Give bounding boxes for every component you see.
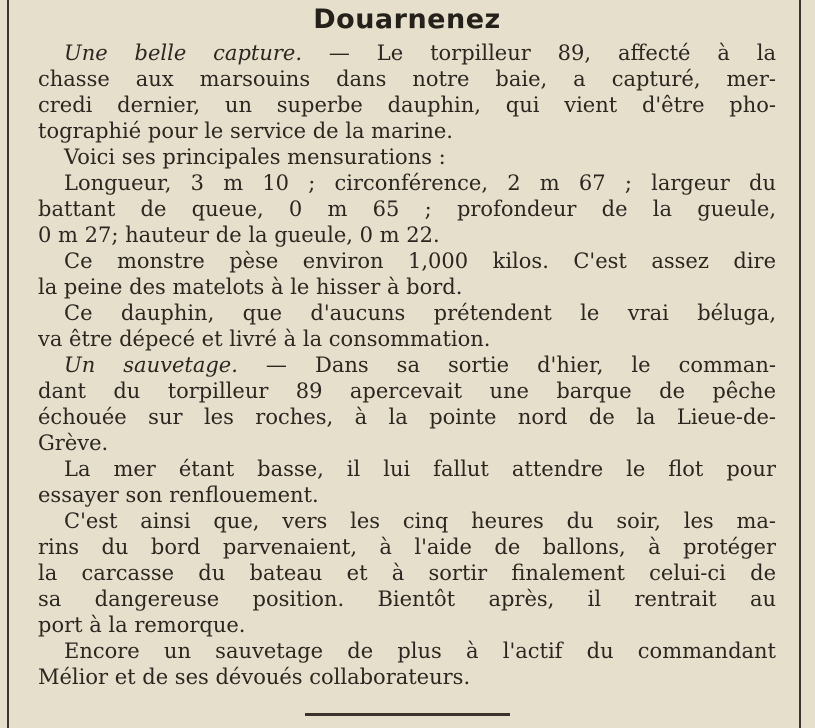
article-end-rule [305, 713, 510, 716]
paragraph-rescue [38, 352, 776, 456]
text-line: Grève. [38, 431, 109, 455]
text-line: chasse aux marsouins dans notre baie, a capturé, mer- [38, 67, 776, 91]
text-line: Mélior et de ses dévoués collaborateurs. [38, 665, 471, 689]
text-line: essayer son renflouement. [38, 483, 319, 507]
paragraph-measures [38, 170, 776, 248]
paragraph-refloat [38, 508, 776, 638]
text-line: échouée sur les roches, à la pointe nord de la Lieue-de- [38, 405, 776, 429]
column-rule-left [7, 0, 9, 728]
paragraph-measures-intro [38, 144, 776, 170]
text-line: port à la remorque. [38, 613, 246, 637]
section-lead-capture: Une belle capture. [64, 41, 303, 65]
text-line: la peine des matelots à le hisser à bord. [38, 275, 463, 299]
text-line: rins du bord parvenaient, à l'aide de ballons, à protéger [38, 535, 776, 559]
text-line: Un sauvetage. — Dans sa sortie d'hier, le comman- [64, 353, 776, 377]
text-line: C'est ainsi que, vers les cinq heures du soir, les ma- [64, 509, 776, 533]
news-article [38, 0, 776, 690]
article-title: Douarnenez [313, 4, 501, 35]
paragraph-weight [38, 248, 776, 300]
text-line: Encore un sauvetage de plus à l'actif du commandant [64, 639, 776, 663]
paragraph-closing [38, 638, 776, 690]
text-line: sa dangereuse position. Bientôt après, il rentrait au [38, 587, 776, 611]
paragraph-beluga [38, 300, 776, 352]
text-line: tographié pour le service de la marine. [38, 119, 453, 143]
paragraph-low-tide [38, 456, 776, 508]
text-line: Longueur, 3 m 10 ; circonférence, 2 m 67 ; largeur du [64, 171, 776, 195]
text-line: credi dernier, un superbe dauphin, qui vient d'être pho- [38, 93, 776, 117]
text-line: battant de queue, 0 m 65 ; profondeur de la gueule, [38, 197, 776, 221]
text-line: dant du torpilleur 89 apercevait une barque de pêche [38, 379, 776, 403]
column-rule-right [799, 0, 801, 728]
text-line: La mer étant basse, il lui fallut attendre le flot pour [64, 457, 776, 481]
text-line: Ce monstre pèse environ 1,000 kilos. C'est assez dire [64, 249, 776, 273]
text-line: Voici ses principales mensurations : [64, 145, 446, 169]
text-line: 0 m 27; hauteur de la gueule, 0 m 22. [38, 223, 440, 247]
section-lead-rescue: Un sauvetage. [64, 353, 238, 377]
text-line: Ce dauphin, que d'aucuns prétendent le vrai béluga, [64, 301, 776, 325]
text-line: Une belle capture. — Le torpilleur 89, affecté à la [64, 41, 776, 65]
text-line: va être dépecé et livré à la consommation. [38, 327, 491, 351]
text-line: la carcasse du bateau et à sortir finalement celui-ci de [38, 561, 776, 585]
paragraph-capture [38, 40, 776, 144]
